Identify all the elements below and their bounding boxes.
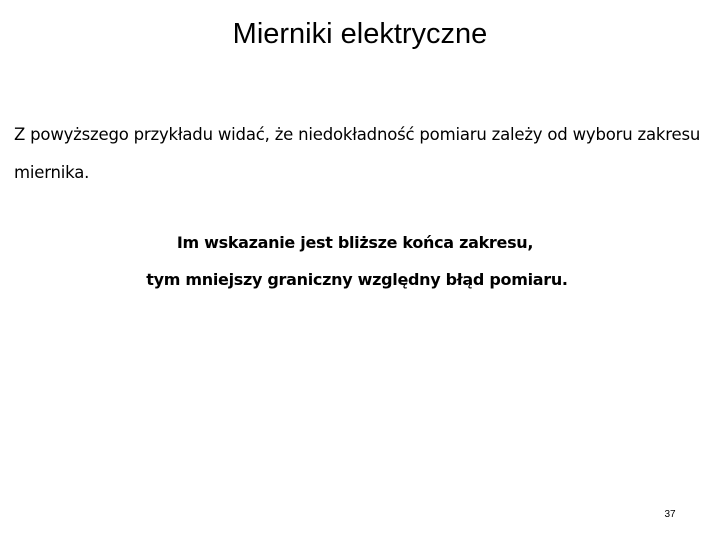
conclusion-line-1: Im wskazanie jest bliższe końca zakresu, [176, 233, 534, 252]
body-line-1: Z powyższego przykładu widać, że niedokładność pomiaru zależy od wyboru zakresu [14, 125, 701, 144]
conclusion-line-2: tym mniejszy graniczny względny błąd pomiaru. [146, 270, 568, 289]
body-paragraph [14, 116, 704, 192]
conclusion-block [0, 224, 720, 298]
body-line-2: miernika. [14, 163, 90, 182]
page-number: 37 [664, 509, 676, 520]
slide-title: Mierniki elektryczne [232, 18, 488, 50]
